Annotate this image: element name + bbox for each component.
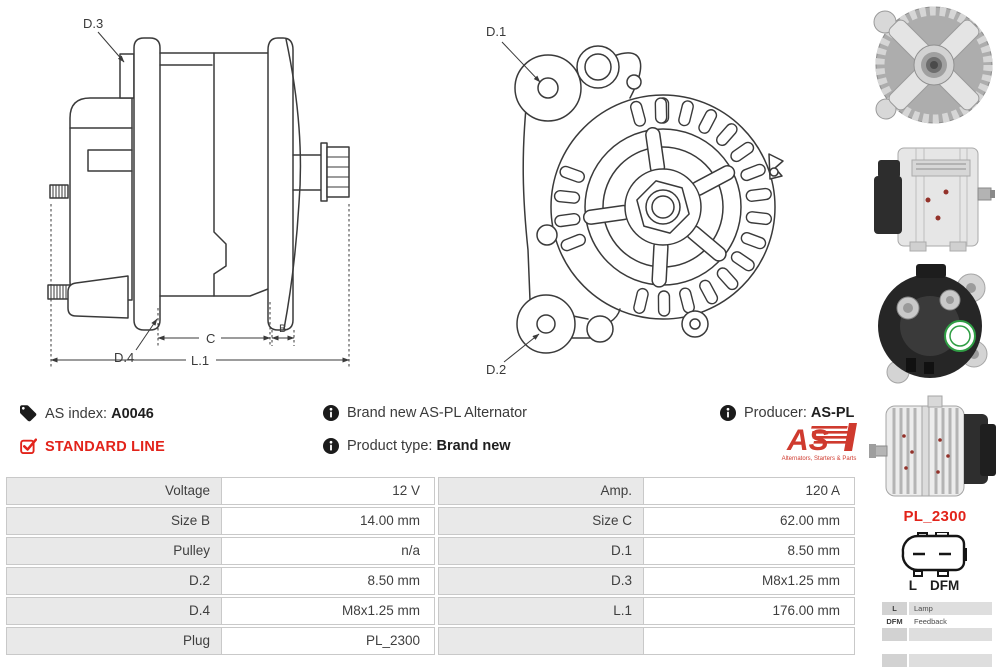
product-type-label: Product type: [347, 438, 433, 454]
spec-row [6, 537, 855, 565]
spec-value-cell: 120 A [644, 477, 855, 505]
threaded-stud-top [50, 185, 68, 198]
plug-legend-desc: Feedback [909, 615, 992, 628]
spec-value-cell: M8x1.25 mm [644, 567, 855, 595]
label-dim-c: C [206, 331, 216, 346]
side-view-drawing [28, 8, 373, 380]
brand-new-text: Brand new AS-PL Alternator [347, 405, 528, 421]
plug-pin-label: DFM [930, 578, 960, 593]
info-icon [323, 438, 339, 454]
plug-connector-diagram [898, 532, 970, 578]
tag-icon [20, 405, 37, 422]
spec-value-cell: 14.00 mm [222, 507, 435, 535]
spec-value-cell: 62.00 mm [644, 507, 855, 535]
spec-row [6, 567, 855, 595]
spec-value-cell: M8x1.25 mm [222, 597, 435, 625]
plug-code: PL_2300 [903, 508, 967, 525]
spec-value-cell: 12 V [222, 477, 435, 505]
as-index-item [20, 405, 154, 422]
spec-label-cell: D.1 [438, 537, 644, 565]
plug-legend-row [882, 654, 992, 667]
threaded-stud-bottom [48, 285, 70, 299]
plug-legend-key: DFM [882, 615, 907, 628]
spec-value-cell: PL_2300 [222, 627, 435, 655]
plug-legend-desc [909, 654, 992, 667]
plug-legend-row [882, 628, 992, 641]
spec-label-cell: L.1 [438, 597, 644, 625]
plug-legend [882, 602, 992, 667]
checkbox-check-icon [20, 438, 37, 455]
logo-tagline: Alternators, Starters & Parts [781, 456, 857, 462]
brand-new-item [323, 405, 527, 421]
plug-legend-row [882, 602, 992, 615]
product-photo-side-2[interactable] [868, 394, 1000, 511]
spec-label-cell: Size C [438, 507, 644, 535]
spec-row [6, 507, 855, 535]
spec-value-cell: n/a [222, 537, 435, 565]
logo-as-text: AS [787, 424, 829, 457]
label-d1: D.1 [486, 24, 507, 39]
standard-line-label: STANDARD LINE [45, 438, 165, 455]
spec-value-cell: 8.50 mm [644, 537, 855, 565]
product-photo-rear[interactable] [868, 262, 1000, 400]
label-d4: D.4 [114, 350, 135, 365]
spec-label-cell: Amp. [438, 477, 644, 505]
info-icon [720, 405, 736, 421]
label-d3: D.3 [83, 16, 104, 31]
spec-label-cell [438, 627, 644, 655]
label-dim-l1: L.1 [191, 353, 210, 368]
spec-label-cell: Voltage [6, 477, 222, 505]
spec-label-cell: Pulley [6, 537, 222, 565]
plug-legend-desc [909, 628, 992, 641]
plug-legend-row [882, 641, 992, 654]
as-pl-logo [779, 421, 859, 463]
front-view-drawing [478, 8, 808, 388]
product-photo-side[interactable] [868, 134, 1000, 267]
spec-value-cell: 8.50 mm [222, 567, 435, 595]
spec-value-cell: 176.00 mm [644, 597, 855, 625]
spec-table [6, 477, 855, 657]
as-index-label: AS index: [45, 405, 108, 422]
spec-row [6, 597, 855, 625]
as-index-value: A0046 [111, 405, 154, 422]
plug-legend-desc [909, 641, 992, 654]
plug-legend-row [882, 615, 992, 628]
plug-legend-desc: Lamp [909, 602, 992, 615]
label-dim-b: B [279, 323, 287, 335]
standard-line-item [20, 438, 165, 455]
spec-label-cell: Size B [6, 507, 222, 535]
plug-legend-key [882, 628, 907, 641]
spec-label-cell: D.3 [438, 567, 644, 595]
spec-label-cell: D.2 [6, 567, 222, 595]
producer-item [720, 405, 854, 421]
spec-value-cell [644, 627, 855, 655]
label-d2: D.2 [486, 362, 507, 377]
spec-label-cell: Plug [6, 627, 222, 655]
info-icon [323, 405, 339, 421]
product-type-item [323, 438, 511, 454]
plug-legend-key: L [882, 602, 907, 615]
producer-value: AS-PL [810, 405, 855, 421]
spec-row [6, 627, 855, 655]
plug-pin-label: L [908, 578, 917, 593]
product-photo-front[interactable] [868, 2, 1000, 137]
plug-legend-key [882, 654, 907, 667]
spec-label-cell: D.4 [6, 597, 222, 625]
spec-row [6, 477, 855, 505]
product-type-value: Brand new [436, 438, 511, 454]
producer-label: Producer: [744, 405, 807, 421]
plug-legend-key [882, 641, 907, 654]
plug-pin-labels [890, 578, 978, 593]
